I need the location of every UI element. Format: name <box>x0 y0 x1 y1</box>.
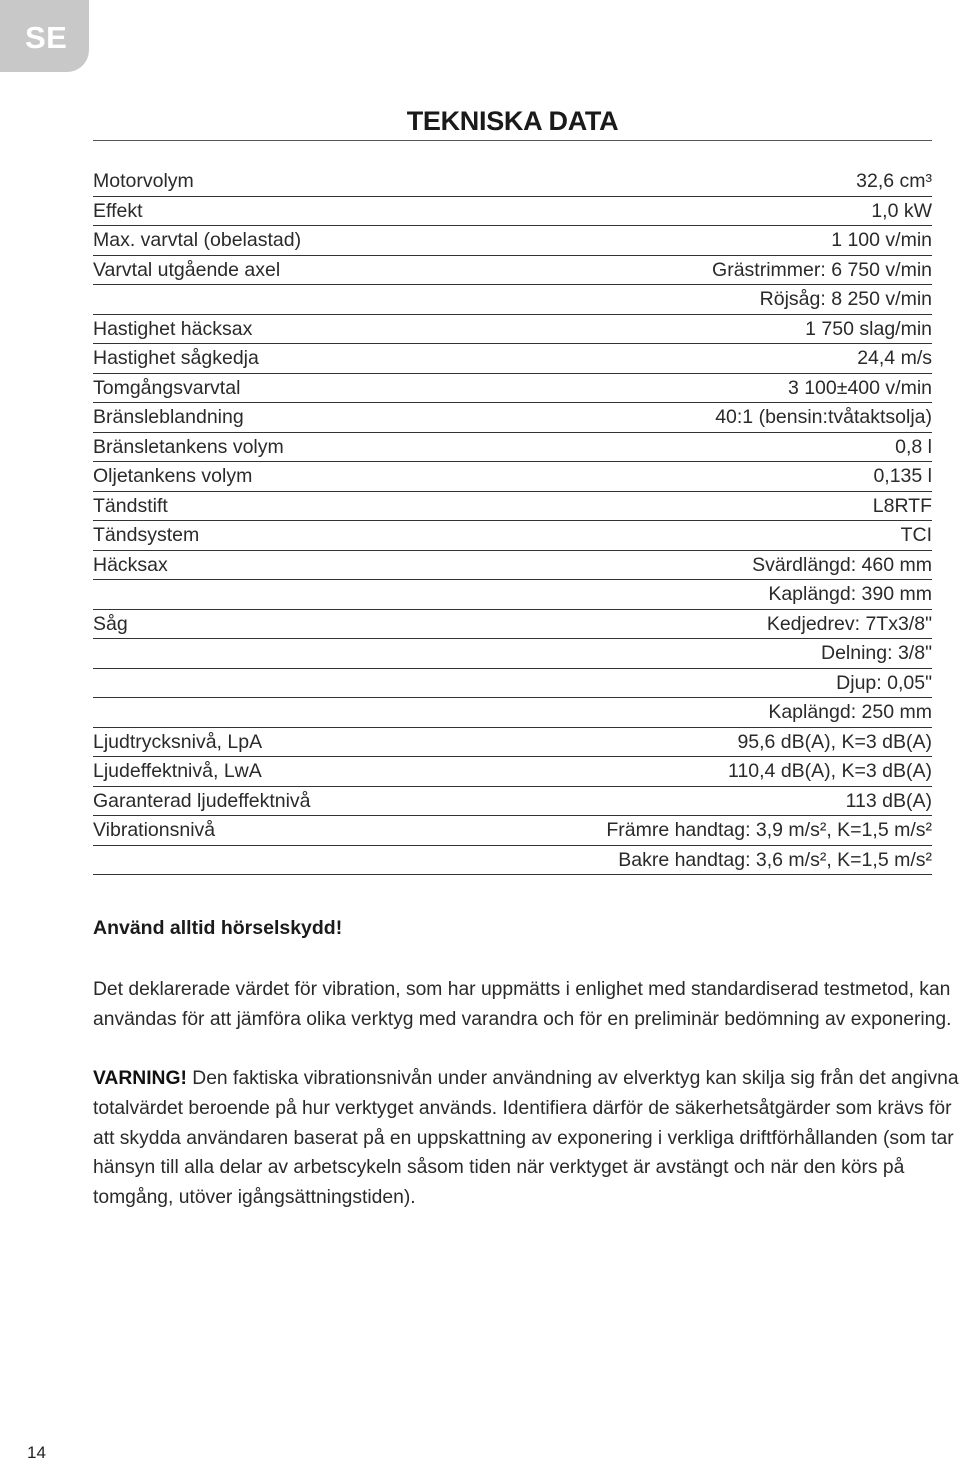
spec-row <box>93 698 932 728</box>
spec-value: 0,8 l <box>895 435 932 458</box>
spec-row <box>93 462 932 492</box>
spec-label: Hastighet häcksax <box>93 317 253 340</box>
spec-value: Delning: 3/8" <box>821 642 932 664</box>
spec-row <box>93 610 932 640</box>
spec-value: 0,135 l <box>873 465 932 487</box>
spec-row <box>93 492 932 522</box>
spec-value: 110,4 dB(A), K=3 dB(A) <box>728 760 932 782</box>
spec-value: Kaplängd: 250 mm <box>768 701 932 723</box>
spec-value: TCI <box>900 524 932 546</box>
spec-row <box>93 787 932 817</box>
spec-label: Bränsleblandning <box>93 406 244 428</box>
spec-value: 113 dB(A) <box>845 789 932 812</box>
spec-label: Motorvolym <box>93 170 194 192</box>
title-divider <box>93 140 932 141</box>
page-number: 14 <box>27 1443 46 1462</box>
spec-row <box>93 669 932 699</box>
spec-value: 1 100 v/min <box>831 229 932 251</box>
vibration-declaration-paragraph: Det deklarerade värdet för vibration, som har uppmätts i enlighet med standardiserad testmetod, kan användas för att jämföra olika verktyg med varandra och för en preliminär bedömning av exponering. <box>93 979 952 1030</box>
spec-row <box>93 551 932 581</box>
spec-value: Röjsåg: 8 250 v/min <box>759 288 932 310</box>
spec-row <box>93 403 932 433</box>
spec-label: Ljudeffektnivå, LwA <box>93 760 262 782</box>
spec-label: Bränsletankens volym <box>93 435 284 458</box>
warning-paragraph <box>93 1064 960 1213</box>
spec-label: Såg <box>93 612 128 635</box>
spec-value: 95,6 dB(A), K=3 dB(A) <box>737 730 932 753</box>
spec-value: 24,4 m/s <box>857 347 932 369</box>
spec-value: L8RTF <box>872 494 932 517</box>
spec-row <box>93 580 932 610</box>
spec-table <box>93 167 932 875</box>
spec-row <box>93 374 932 404</box>
spec-label: Max. varvtal (obelastad) <box>93 229 302 251</box>
spec-value: Bakre handtag: 3,6 m/s², K=1,5 m/s² <box>618 848 932 871</box>
spec-row <box>93 728 932 758</box>
spec-row <box>93 167 932 197</box>
language-tab: SE <box>0 0 89 72</box>
spec-label: Tomgångsvarvtal <box>93 376 241 399</box>
spec-row <box>93 433 932 463</box>
spec-row <box>93 846 932 876</box>
warning-label: VARNING! <box>93 1068 187 1089</box>
spec-label: Hastighet sågkedja <box>93 347 259 369</box>
spec-value: Grästrimmer: 6 750 v/min <box>712 258 932 281</box>
spec-label: Häcksax <box>93 553 168 576</box>
spec-value: Kedjedrev: 7Tx3/8" <box>766 612 932 635</box>
spec-label: Garanterad ljudeffektnivå <box>93 789 311 812</box>
spec-value: 40:1 (bensin:tvåtaktsolja) <box>715 406 932 428</box>
spec-row <box>93 256 932 286</box>
spec-row <box>93 315 932 345</box>
spec-row <box>93 285 932 315</box>
spec-row <box>93 226 932 256</box>
spec-row <box>93 521 932 551</box>
spec-value: 32,6 cm³ <box>856 170 932 192</box>
spec-label: Effekt <box>93 199 143 222</box>
spec-row <box>93 197 932 227</box>
spec-value: Svärdlängd: 460 mm <box>752 553 932 576</box>
spec-value: Kaplängd: 390 mm <box>768 583 932 605</box>
spec-value: 3 100±400 v/min <box>787 376 932 399</box>
spec-label: Tändsystem <box>93 524 200 546</box>
spec-value: Djup: 0,05" <box>836 671 932 694</box>
spec-label: Varvtal utgående axel <box>93 258 281 281</box>
spec-label: Ljudtrycksnivå, LpA <box>93 730 263 753</box>
spec-value: 1 750 slag/min <box>805 317 932 340</box>
spec-row <box>93 757 932 787</box>
spec-row <box>93 639 932 669</box>
spec-label: Vibrationsnivå <box>93 819 216 841</box>
spec-value: Främre handtag: 3,9 m/s², K=1,5 m/s² <box>606 819 932 841</box>
page-title: TEKNISKA DATA <box>406 106 619 136</box>
spec-label: Tändstift <box>93 494 168 517</box>
spec-row <box>93 344 932 374</box>
hearing-protection-notice: Använd alltid hörselskydd! <box>93 917 343 939</box>
spec-value: 1,0 kW <box>871 199 932 222</box>
spec-label: Oljetankens volym <box>93 465 253 487</box>
spec-row <box>93 816 932 846</box>
warning-text: Den faktiska vibrationsnivån under användning av elverktyg kan skilja sig från det angivna totalvärdet beroende på hur verktyget används. Identifiera därför de säkerhetsåtgärder som krävs för att skydda användaren baserat på en uppskattning av exponering i verkliga driftförhållanden (som tar hänsyn till alla delar av arbetscykeln såsom tiden när verktyget är avstängt och när den körs på tomgång, utöver igångsättningstiden). <box>93 1068 959 1209</box>
